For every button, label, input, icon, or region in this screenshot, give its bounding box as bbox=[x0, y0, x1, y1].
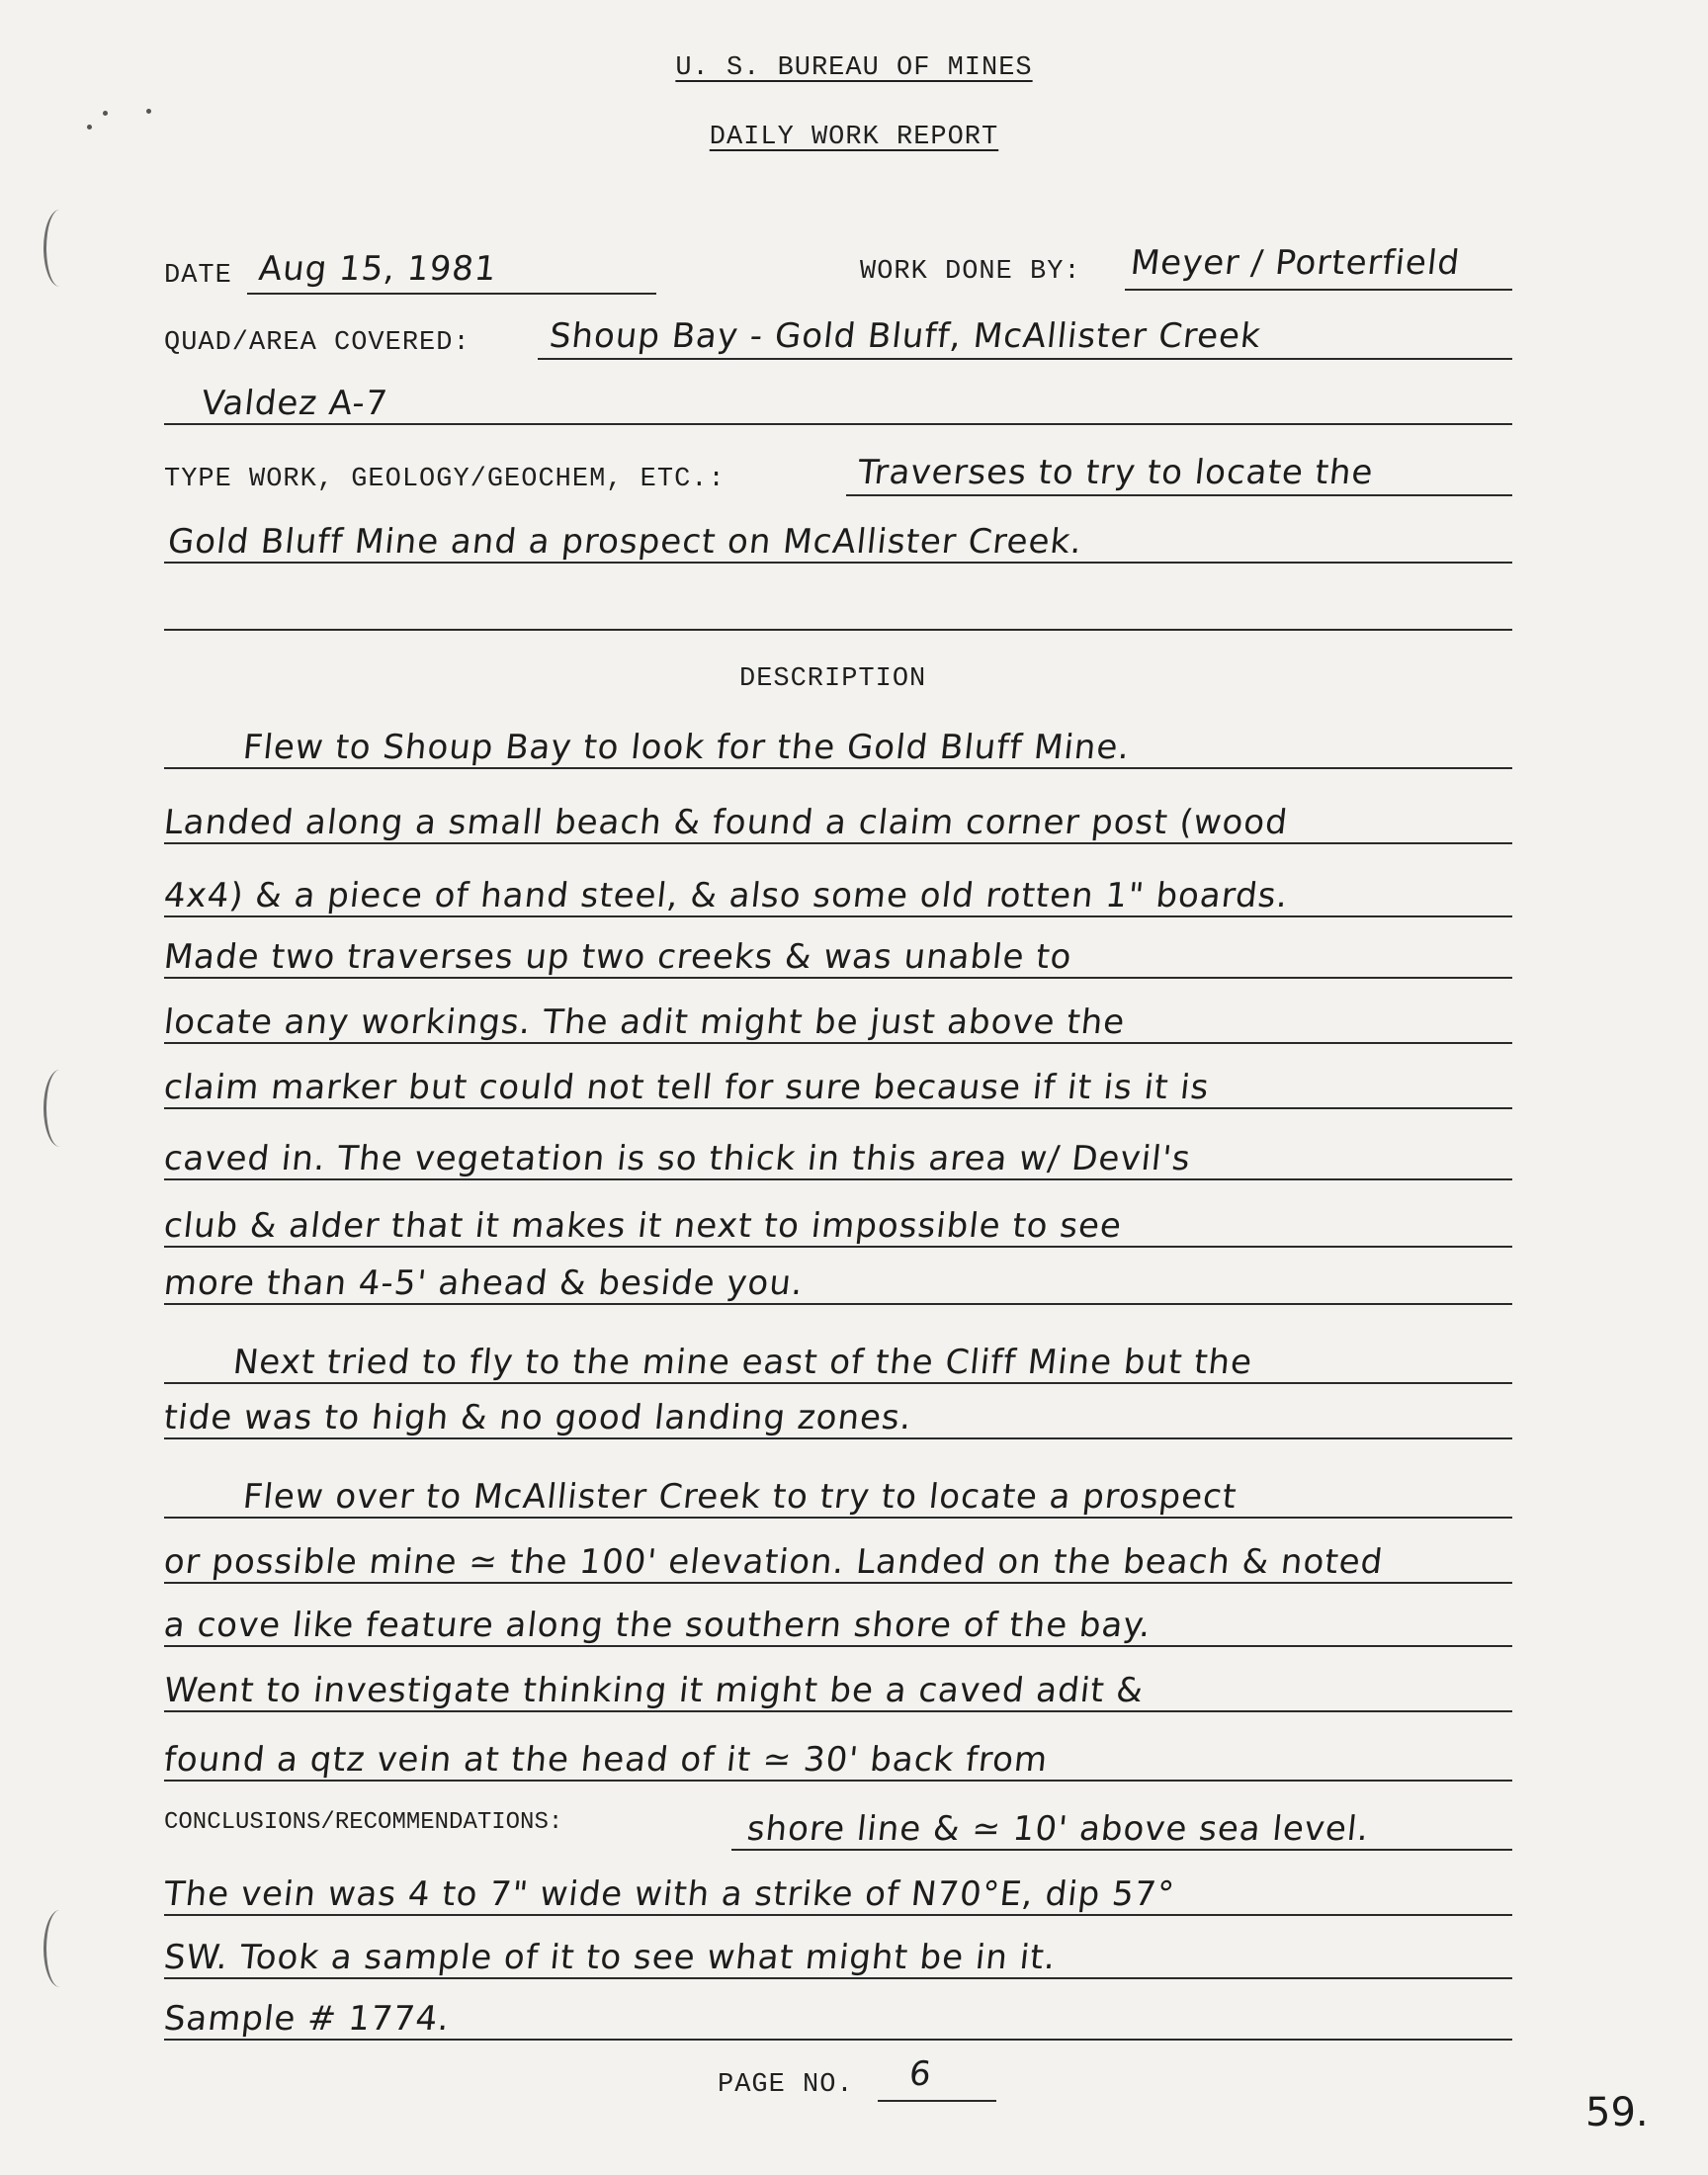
line-rule bbox=[164, 1178, 1512, 1180]
conclusions-line: shore line & ≃ 10' above sea level. bbox=[744, 1809, 1372, 1849]
date-rule bbox=[247, 293, 656, 295]
description-line: Flew over to McAllister Creek to try to locate a prospect bbox=[240, 1477, 1239, 1517]
work-done-by-rule bbox=[1125, 289, 1512, 291]
description-line: Flew to Shoup Bay to look for the Gold Bluff Mine. bbox=[240, 728, 1133, 767]
line-rule bbox=[164, 1437, 1512, 1439]
quad-label: QUAD/AREA COVERED: bbox=[164, 328, 470, 358]
agency-title: U. S. BUREAU OF MINES bbox=[675, 53, 1033, 83]
type-work-rule-2 bbox=[164, 562, 1512, 564]
punch-hole-bottom bbox=[43, 1910, 76, 1987]
page-number-value: 6 bbox=[906, 2054, 934, 2094]
line-rule bbox=[164, 1977, 1512, 1979]
line-rule bbox=[164, 1303, 1512, 1305]
line-rule bbox=[164, 1107, 1512, 1109]
description-line: 4x4) & a piece of hand steel, & also some old rotten 1" boards. bbox=[161, 876, 1291, 915]
line-rule bbox=[164, 1246, 1512, 1248]
line-rule bbox=[164, 1382, 1512, 1384]
description-line: Went to investigate thinking it might be a caved adit & bbox=[161, 1671, 1147, 1710]
type-work-rule-3 bbox=[164, 629, 1512, 631]
line-rule bbox=[164, 977, 1512, 979]
punch-hole-middle bbox=[43, 1070, 76, 1147]
page-number-rule bbox=[878, 2100, 996, 2102]
work-done-by-label: WORK DONE BY: bbox=[860, 257, 1081, 287]
description-line: more than 4-5' ahead & beside you. bbox=[161, 1263, 806, 1303]
type-work-rule bbox=[846, 494, 1512, 496]
description-line: Made two traverses up two creeks & was unable to bbox=[161, 937, 1074, 977]
line-rule bbox=[164, 842, 1512, 844]
type-work-value-continued: Gold Bluff Mine and a prospect on McAllister Creek. bbox=[165, 522, 1085, 562]
conclusions-line: The vein was 4 to 7" wide with a strike of N70°E, dip 57° bbox=[161, 1874, 1177, 1914]
description-line: claim marker but could not tell for sure because if it is it is bbox=[161, 1068, 1212, 1107]
page-number-label: PAGE NO. bbox=[718, 2070, 854, 2100]
ink-speck bbox=[103, 111, 108, 116]
ink-speck bbox=[146, 109, 151, 114]
line-rule bbox=[164, 915, 1512, 917]
type-work-label: TYPE WORK, GEOLOGY/GEOCHEM, ETC.: bbox=[164, 465, 726, 494]
description-line: or possible mine ≃ the 100' elevation. Landed on the beach & noted bbox=[161, 1542, 1386, 1582]
conclusions-label: CONCLUSIONS/RECOMMENDATIONS: bbox=[164, 1809, 563, 1836]
line-rule bbox=[164, 1582, 1512, 1584]
description-line: a cove like feature along the southern shore of the bay. bbox=[161, 1606, 1153, 1645]
description-line: tide was to high & no good landing zones. bbox=[161, 1398, 914, 1437]
line-rule bbox=[164, 1914, 1512, 1916]
date-label: DATE bbox=[164, 261, 232, 291]
description-line: Next tried to fly to the mine east of the Cliff Mine but the bbox=[230, 1343, 1255, 1382]
form-title: DAILY WORK REPORT bbox=[709, 123, 999, 152]
quad-value: Shoup Bay - Gold Bluff, McAllister Creek bbox=[547, 316, 1263, 356]
date-value: Aug 15, 1981 bbox=[256, 249, 499, 289]
work-done-by-value: Meyer / Porterfield bbox=[1128, 243, 1463, 283]
description-line: caved in. The vegetation is so thick in this area w/ Devil's bbox=[161, 1139, 1193, 1178]
quad-value-continued: Valdez A-7 bbox=[199, 384, 390, 423]
conclusions-line: Sample # 1774. bbox=[161, 1999, 453, 2039]
quad-rule bbox=[538, 358, 1512, 360]
type-work-value: Traverses to try to locate the bbox=[855, 453, 1376, 492]
line-rule bbox=[164, 1645, 1512, 1647]
description-line: Landed along a small beach & found a claim corner post (wood bbox=[161, 803, 1290, 842]
line-rule bbox=[731, 1849, 1512, 1851]
description-heading: DESCRIPTION bbox=[739, 664, 927, 694]
conclusions-line: SW. Took a sample of it to see what might be in it. bbox=[161, 1938, 1059, 1977]
line-rule bbox=[164, 1780, 1512, 1782]
description-line: found a qtz vein at the head of it ≃ 30' back from bbox=[161, 1740, 1051, 1780]
line-rule bbox=[164, 2039, 1512, 2041]
line-rule bbox=[164, 1517, 1512, 1519]
line-rule bbox=[164, 1042, 1512, 1044]
punch-hole-top bbox=[43, 210, 76, 287]
line-rule bbox=[164, 767, 1512, 769]
quad-rule-2 bbox=[164, 423, 1512, 425]
description-line: locate any workings. The adit might be just above the bbox=[161, 1002, 1128, 1042]
sheet-number: 59. bbox=[1585, 2090, 1649, 2135]
line-rule bbox=[164, 1710, 1512, 1712]
description-line: club & alder that it makes it next to impossible to see bbox=[161, 1206, 1125, 1246]
